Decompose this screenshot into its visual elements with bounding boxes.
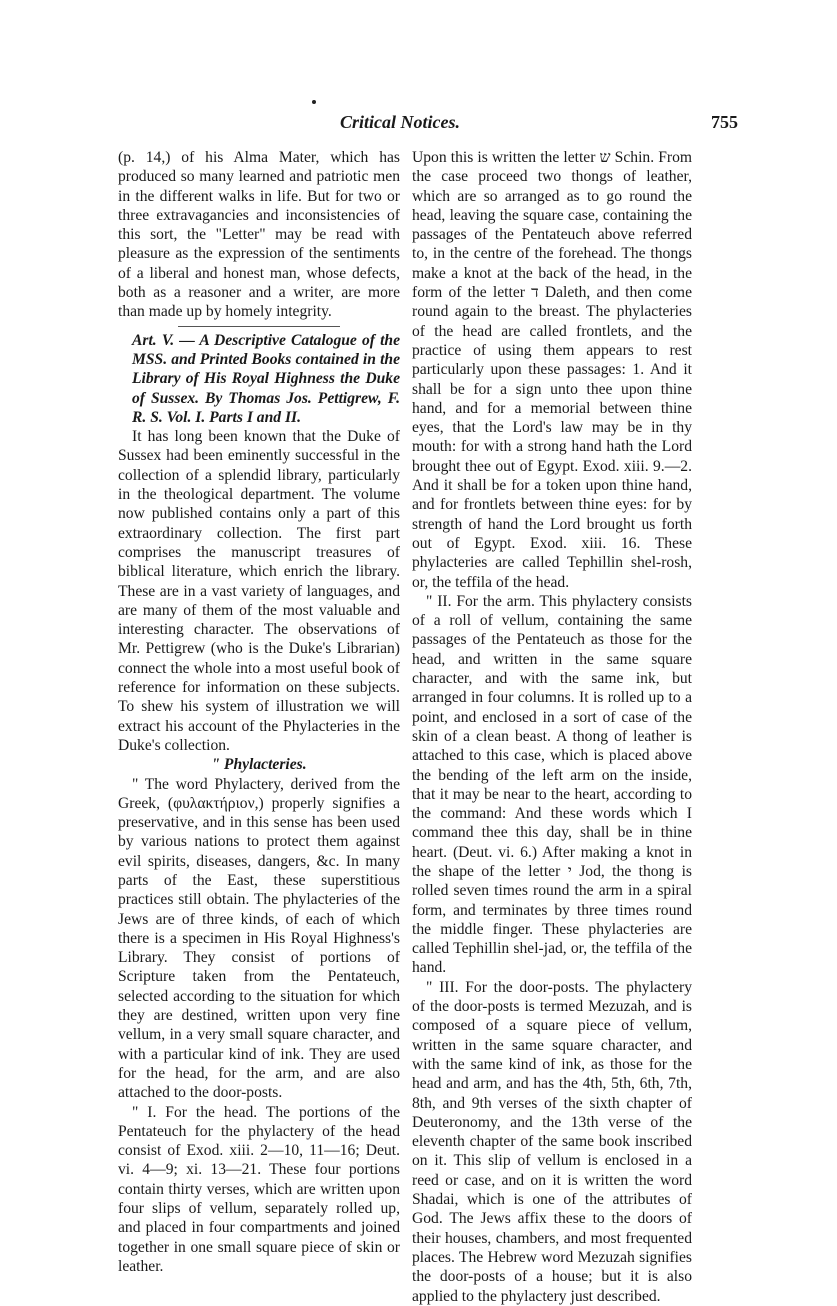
page-number: 755 <box>711 112 738 132</box>
running-header <box>118 112 738 138</box>
article-heading: Art. V. — A Descriptive Catalogue of the MSS. and Printed Books contained in the Library of His Royal Highness the Duke of Sussex. By Thomas Jos. Pettigrew, F. R. S. Vol. I. Parts I and II. <box>132 331 400 426</box>
door-post-phylactery-paragraph: " III. For the door-posts. The phylactery of the door-posts is termed Mezuzah, and is composed of a square piece of vellum, written in the same square character, and with the same kind of ink, as those for the head and arm, and has the 4th, 5th, 6th, 7th, 8th, and 9th verses of the sixth chapter of Deuteronomy, and the 13th verse of the eleventh chapter of the same book inscribed on it. This slip of vellum is enclosed in a reed or case, and on it is written the word Shadai, which is one of the attributes of God. The Jews affix these to the doors of their houses, chambers, and most frequented places. The Hebrew word Mezuzah signifies the door-posts of a house; but it is also applied to the phylactery just described. <box>412 978 692 1305</box>
running-title: Critical Notices. <box>340 112 460 132</box>
phylactery-definition-paragraph: " The word Phylactery, derived from the Greek, (φυλακτήριον,) properly signifies a preservative, and in this sense has been used by various nations to protect them against evil spirits, diseases, dangers, &c. In many parts of the East, these superstitious practices still obtain. The phylacteries of the Jews are of three kinds, of each of which there is a specimen in His Royal Highness's Library. They consist of portions of Scripture taken from the Pentateuch, selected according to the situation for which they are destined, written upon very fine vellum, in a very small square character, and with a particular kind of ink. They are used for the head, for the arm, and are also attached to the door-posts. <box>118 775 400 1102</box>
section-divider <box>178 326 340 327</box>
review-intro-paragraph: It has long been known that the Duke of Sussex had been eminently successful in the collection of a splendid library, particularly in the theological department. The volume now published contains only a part of this extraordinary collection. The first part comprises the manuscript treasures of biblical literature, which enrich the library. These are in a vast variety of languages, and are many of them of the most valuable and interesting character. The observations of Mr. Pettigrew (who is the Duke's Librarian) connect the whole into a most useful book of reference for information on these subjects. To shew his system of illustration we will extract his account of the Phylacteries in the Duke's collection. <box>118 428 400 754</box>
head-phylactery-paragraph: " I. For the head. The portions of the Pentateuch for the phylactery of the head consist of Exod. xiii. 2—10, 11—16; Deut. vi. 4—9; xi. 13—21. These four portions contain thirty verses, which are written upon four slips of vellum, separately rolled up, and placed in four compartments and joined together in one small square piece of skin or leather. <box>118 1103 400 1275</box>
phylacteries-subheading: " Phylacteries. <box>211 756 307 774</box>
ink-speck <box>312 100 316 104</box>
review-conclusion-paragraph: (p. 14,) of his Alma Mater, which has produced so many learned and patriotic men in the different walks in life. But for two or three extravagancies and inconsistencies of this sort, the "Letter" may be read with pleasure as the expression of the sentiments of a liberal and honest man, whose defects, both as a reasoner and a writer, are more than made up by homely integrity. <box>118 149 400 321</box>
arm-phylactery-paragraph: " II. For the arm. This phylactery consists of a roll of vellum, containing the same passages of the Pentateuch as those for the head, and written in the same square character, and with the same ink, but arranged in four columns. It is rolled up to a point, and enclosed in a sort of case of the skin of a clean beast. A thong of leather is attached to this case, which is placed above the bending of the left arm on the inside, that it may be near to the heart, according to the command: And these words which I command thee this day, shall be in thine heart. (Deut. vi. 6.) After making a knot in the shape of the letter י Jod, the thong is rolled seven times round the arm in a spiral form, and terminates by three times round the middle finger. These phylacteries are called Tephillin shel-jad, or, the teffila of the hand. <box>412 592 692 977</box>
head-phylactery-continued: Upon this is written the letter ש Schin. From the case proceed two thongs of leather, which are so arranged as to go round the head, leaving the square case, containing the passages of the Pentateuch above referred to, in the centre of the forehead. The thongs make a knot at the back of the head, in the form of the letter ד Daleth, and then come round again to the breast. The phylacteries of the head are called frontlets, and the practice of using them appears to rest particularly upon these passages: 1. And it shall be for a sign unto thee upon thine hand, and for a memorial between thine eyes, that the Lord's law may be in thy mouth: for with a strong hand hath the Lord brought thee out of Egypt. Exod. xiii. 9.—2. And it shall be for a token upon thine hand, and for frontlets between thine eyes: for by strength of hand the Lord brought us forth out of Egypt. Exod. xiii. 16. These phylacteries are called Tephillin shel-rosh, or, the teffila of the head. <box>412 149 692 591</box>
left-column <box>118 148 400 1276</box>
right-column <box>412 148 692 1306</box>
